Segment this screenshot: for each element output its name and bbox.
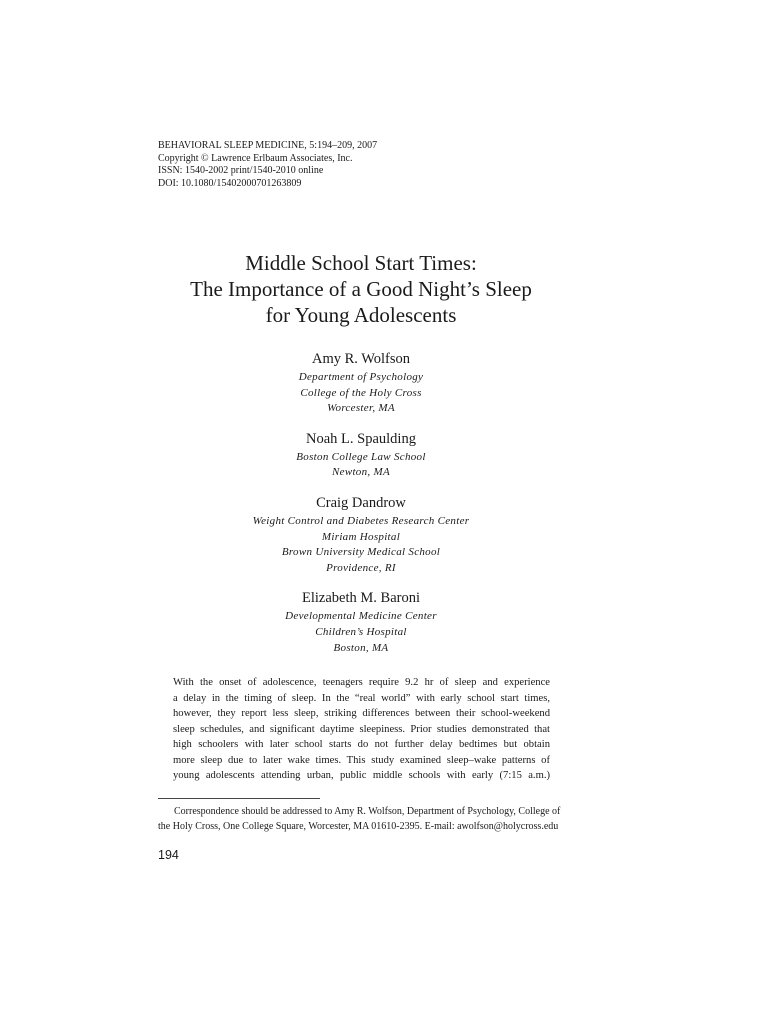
journal-info xyxy=(158,140,377,190)
affiliation-line: Newton, MA xyxy=(332,466,390,479)
title-line-3: for Young Adolescents xyxy=(265,303,457,327)
affiliation-line: Weight Control and Diabetes Research Center xyxy=(252,514,470,527)
author-block xyxy=(0,430,722,481)
paper-title xyxy=(0,250,722,328)
title-line-1: Middle School Start Times: xyxy=(245,251,477,275)
affiliation-line: Children’s Hospital xyxy=(315,625,407,638)
author-block xyxy=(0,589,722,656)
abstract-line: high schoolers with later school starts do not further delay bedtimes but obtain xyxy=(173,739,550,750)
affiliation-line: Boston, MA xyxy=(333,641,389,654)
abstract-line: With the onset of adolescence, teenagers require 9.2 hr of sleep and experience xyxy=(173,677,550,688)
journal-citation: BEHAVIORAL SLEEP MEDICINE, 5:194–209, 2007 xyxy=(158,140,378,151)
abstract-line: a delay in the timing of sleep. In the “real world” with early school start times, xyxy=(173,692,550,704)
footnote-line-1: Correspondence should be addressed to Amy R. Wolfson, Department of Psychology, College of xyxy=(174,806,561,817)
page-number: 194 xyxy=(158,848,179,862)
footnote-line-2: the Holy Cross, One College Square, Worcester, MA 01610-2395. E-mail: awolfson@holycross.edu xyxy=(158,821,559,832)
issn-line: ISSN: 1540-2002 print/1540-2010 online xyxy=(158,165,324,177)
correspondence-footnote xyxy=(158,804,568,834)
abstract xyxy=(173,675,550,784)
title-line-2: The Importance of a Good Night’s Sleep xyxy=(190,277,532,301)
affiliation-line: Providence, RI xyxy=(326,561,396,574)
abstract-line: however, they report less sleep, striking differences between their school-weekend xyxy=(173,708,550,719)
copyright-line: Copyright © Lawrence Erlbaum Associates, Inc. xyxy=(158,152,353,164)
affiliation-line: Developmental Medicine Center xyxy=(285,610,437,623)
footnote-divider xyxy=(158,798,320,799)
author-name: Elizabeth M. Baroni xyxy=(302,590,420,607)
author-name: Amy R. Wolfson xyxy=(311,351,411,367)
abstract-line: more sleep due to later wake times. This study examined sleep–wake patterns of xyxy=(173,754,550,766)
abstract-line: young adolescents attending urban, public middle schools with early (7:15 a.m.) xyxy=(173,770,550,781)
author-name: Craig Dandrow xyxy=(316,494,406,511)
doi-line: DOI: 10.1080/15402000701263809 xyxy=(158,177,302,189)
affiliation-line: Brown University Medical School xyxy=(281,546,441,559)
affiliation-line: College of the Holy Cross xyxy=(300,386,422,399)
affiliation-line: Worcester, MA xyxy=(327,402,395,415)
author-list xyxy=(0,350,722,669)
affiliation-line: Department of Psychology xyxy=(298,371,424,383)
author-name: Noah L. Spaulding xyxy=(306,430,416,447)
author-block xyxy=(0,350,722,417)
affiliation-line: Boston College Law School xyxy=(296,450,426,463)
author-block xyxy=(0,494,722,576)
affiliation-line: Miriam Hospital xyxy=(321,530,401,543)
abstract-line: sleep schedules, and significant daytime sleepiness. Prior studies demonstrated that xyxy=(173,723,550,735)
